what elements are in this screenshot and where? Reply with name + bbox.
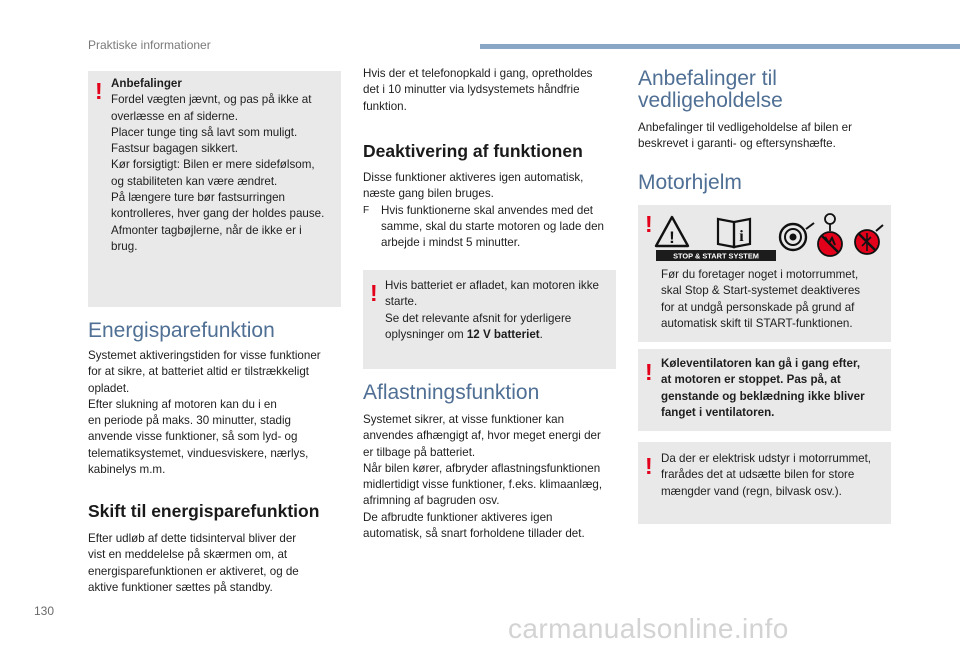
text-line: næste gang bilen bruges. xyxy=(363,187,494,201)
warning-triangle-icon xyxy=(656,217,688,247)
text-line: kabinelys m.m. xyxy=(88,463,166,477)
watermark: carmanualsonline.info xyxy=(508,613,789,644)
text-line: energisparefunktionen er aktiveret, og de xyxy=(88,564,299,578)
pictogram-strip xyxy=(650,213,886,261)
text-line: midlertidigt visse funktioner, f.eks. klimaanlæg, xyxy=(363,478,603,492)
text-line: Hvis funktionerne skal anvendes med det xyxy=(381,203,594,217)
text-line: På længere ture bør fastsurringen xyxy=(111,191,285,205)
text-line: telematiksystemet, vinduesviskere, nærlys, xyxy=(88,446,309,460)
text-span: oplysninger om xyxy=(385,327,467,341)
text-line: funktion. xyxy=(363,99,407,113)
text-line: for at undgå personskade på grund af xyxy=(661,300,855,314)
text-line: afrimning af bagruden osv. xyxy=(363,494,500,508)
text-line: arbejde i mindst 5 minutter. xyxy=(381,236,521,250)
text-line: Før du foretager noget i motorrummet, xyxy=(661,268,859,281)
text-line: Fastsur bagagen sikkert. xyxy=(111,142,238,156)
section-label: Praktiske informationer xyxy=(88,38,211,52)
text-line: for at sikre, at batteriet altid er tilstrækkeligt xyxy=(88,365,310,379)
text-line: Afmonter tagbøjlerne, når de ikke er i xyxy=(111,223,302,237)
battery-note-text xyxy=(385,278,613,343)
call-text xyxy=(363,66,613,115)
text-line: De afbrudte funktioner aktiveres igen xyxy=(363,510,553,524)
svg-text:i: i xyxy=(739,228,744,245)
text-line: automatisk, så snart forholdene tillader det. xyxy=(363,527,585,541)
text-line: automatisk skift til START-funktionen. xyxy=(661,316,853,330)
bullet-item xyxy=(363,203,615,252)
warning-icon: ! xyxy=(645,211,653,237)
water-warning-text xyxy=(661,451,887,500)
bullet-marker: F xyxy=(363,204,370,216)
text-line: beskrevet i garanti- og eftersynshæfte. xyxy=(638,137,836,151)
text-line: og stabiliteten kan være ændret. xyxy=(111,174,278,188)
energy-text xyxy=(88,348,340,478)
warning-icon: ! xyxy=(645,359,653,385)
text-line: Køleventilatoren kan gå i gang efter, xyxy=(661,357,861,370)
svg-text:!: ! xyxy=(669,228,675,247)
text-line: Systemet sikrer, at visse funktioner kan xyxy=(363,413,565,426)
page-number: 130 xyxy=(34,604,55,618)
text-line: frarådes det at udsætte bilen for store xyxy=(661,468,855,482)
stop-start-text xyxy=(661,267,887,332)
text-line: anvendes afhængigt af, hvor meget energi der xyxy=(363,429,601,443)
text-line: Placer tunge ting så lavt som muligt. xyxy=(111,125,298,139)
text-line: det i 10 minutter via lydsystemets håndfrie xyxy=(363,83,580,97)
text-line: mængder vand (regn, bilvask osv.). xyxy=(661,484,842,498)
text-line: Systemet aktiveringstiden for visse funktioner xyxy=(88,349,321,362)
engine-hood-title: Motorhjelm xyxy=(638,171,742,194)
text-line: brug. xyxy=(111,239,138,253)
text-line: Fordel vægten jævnt, og pas på ikke at xyxy=(111,93,312,107)
text-line: er tilbage på batteriet. xyxy=(363,445,476,459)
text-line: Anbefalinger til vedligeholdelse af bilen er xyxy=(638,121,852,134)
warning-icon: ! xyxy=(645,453,653,479)
text-line: en periode på maks. 30 minutter, stadig xyxy=(88,414,292,428)
fan-warning-text xyxy=(661,356,887,421)
load-warning-text xyxy=(111,76,339,255)
text-line: Efter udløb af dette tidsinterval bliver der xyxy=(88,532,297,545)
text-line xyxy=(385,327,613,343)
manual-book-icon xyxy=(718,219,750,247)
text-line: starte. xyxy=(385,295,418,309)
text-line: Efter slukning af motoren kan du i en xyxy=(88,397,277,411)
deactivation-title: Deaktivering af funktionen xyxy=(363,141,583,161)
title-line: Anbefalinger til xyxy=(638,67,777,90)
offload-text xyxy=(363,412,615,542)
text-line: samme, skal du starte motoren og lade den xyxy=(381,219,604,233)
stop-start-label xyxy=(656,250,776,261)
no-hands-icon xyxy=(818,214,842,256)
text-line: Når bilen kører, afbryder aflastningsfunktionen xyxy=(363,461,601,475)
text-line: overlæsse en af siderne. xyxy=(111,109,238,123)
battery-reference: 12 V batteriet xyxy=(466,327,540,341)
load-warning-title: Anbefalinger xyxy=(111,77,182,90)
text-line: vist en meddelelse på skærmen om, at xyxy=(88,548,288,562)
warning-icon: ! xyxy=(370,280,378,306)
text-line: genstande og beklædning ikke bliver xyxy=(661,389,865,403)
text-line: Disse funktioner aktiveres igen automatisk, xyxy=(363,171,584,184)
text-line: anvende visse funktioner, så som lyd- og xyxy=(88,430,298,444)
text-line: Hvis batteriet er afladet, kan motoren ikke xyxy=(385,279,599,292)
text-line: skal Stop & Start-systemet deaktiveres xyxy=(661,284,861,298)
deactivation-text xyxy=(363,170,615,251)
title-line: vedligeholdelse xyxy=(638,89,783,112)
offload-title: Aflastningsfunktion xyxy=(363,381,540,404)
energy-title: Energisparefunktion xyxy=(88,319,275,342)
text-line: Da der er elektrisk udstyr i motorrummet, xyxy=(661,452,872,465)
header-bar xyxy=(480,44,960,49)
text-line: Hvis der et telefonopkald i gang, opretholdes xyxy=(363,67,593,80)
text-span: . xyxy=(539,327,543,341)
maintenance-text xyxy=(638,120,890,153)
text-line: Kør forsigtigt: Bilen er mere sidefølsom, xyxy=(111,158,315,172)
text-line: at motoren er stoppet. Pas på, at xyxy=(661,373,841,387)
stop-start-label-text: STOP & START SYSTEM xyxy=(673,251,759,261)
text-line: aktive funktioner sættes på standby. xyxy=(88,580,273,594)
switch-text xyxy=(88,531,340,596)
text-line: Se det relevante afsnit for yderligere xyxy=(385,311,572,325)
warning-icon: ! xyxy=(95,78,103,104)
text-line: fanget i ventilatoren. xyxy=(661,405,775,419)
text-line: opladet. xyxy=(88,381,130,395)
maintenance-title xyxy=(638,68,783,112)
switch-title: Skift til energisparefunktion xyxy=(88,501,320,521)
no-fan-icon xyxy=(855,225,883,254)
fan-belt-icon xyxy=(780,223,814,250)
text-line: kontrolleres, hver gang der holdes pause. xyxy=(111,207,325,221)
